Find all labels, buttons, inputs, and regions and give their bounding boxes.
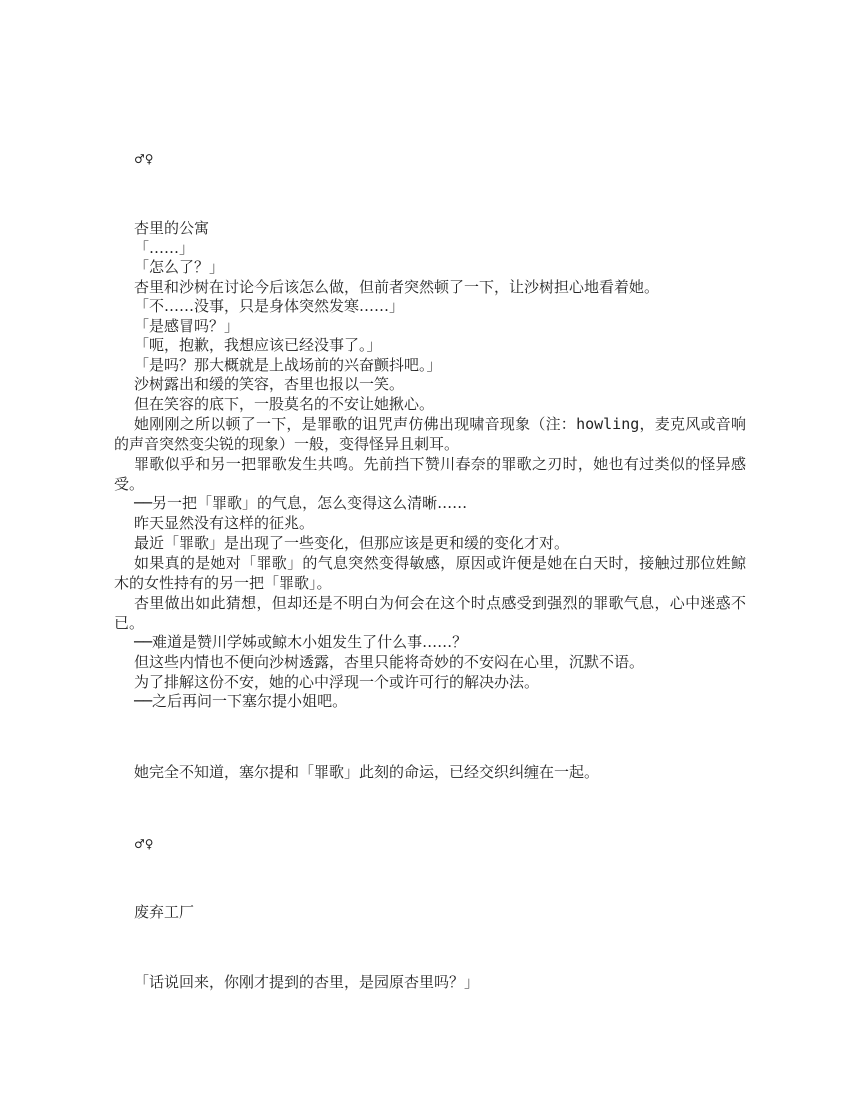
paragraph-text: 她刚刚之所以顿了一下，是罪歌的诅咒声仿佛出现啸音现象（注： [134, 415, 577, 433]
narration-paragraph: 如果真的是她对「罪歌」的气息突然变得敏感，原因或许便是她在白天时，接触过那位姓鲸木的女性持有的另一把「罪歌」。 [114, 554, 746, 592]
narration-line: 杏里和沙树在讨论今后该怎么做，但前者突然顿了一下，让沙树担心地看着她。 [134, 278, 660, 296]
scene-separator: ♂♀ [134, 837, 154, 851]
dialogue-line: 「是感冒吗？」 [134, 317, 240, 335]
narration-line: 昨天显然没有这样的征兆。 [134, 514, 315, 532]
dialogue-line: 「……」 [134, 239, 195, 257]
narration-line: 但这些内情也不便向沙树透露，杏里只能将奇妙的不安闷在心里，沉默不语。 [134, 653, 645, 671]
dialogue-line: 「怎么了？」 [134, 258, 225, 276]
narration-paragraph: 罪歌似乎和另一把罪歌发生共鸣。先前挡下赞川春奈的罪歌之刃时，她也有过类似的怪异感受。 [114, 455, 746, 493]
scene-separator: ♂♀ [134, 152, 154, 166]
narration-line: 最近「罪歌」是出现了一些变化，但那应该是更和缓的变化才对。 [134, 534, 570, 552]
narration-line: 但在笑容的底下，一股莫名的不安让她揪心。 [134, 395, 435, 413]
inner-thought-line: ──难道是赞川学姊或鲸木小姐发生了什么事……？ [134, 633, 468, 651]
inner-thought-line: ──另一把「罪歌」的气息，怎么变得这么清晰…… [134, 494, 468, 512]
dialogue-line: 「不……没事，只是身体突然发寒……」 [134, 297, 405, 315]
dialogue-line: 「呃，抱歉，我想应该已经没事了。」 [134, 336, 382, 354]
english-term: howling [576, 415, 640, 433]
narration-paragraph: 杏里做出如此猜想，但却还是不明白为何会在这个时点感受到强烈的罪歌气息，心中迷惑不已。 [114, 594, 746, 632]
paragraph-text: ，麦克风或音响的声音突然变尖锐的现象）一般，变得怪异且刺耳。 [114, 415, 746, 453]
narration-line: 为了排解这份不安，她的心中浮现一个或许可行的解决办法。 [134, 673, 540, 691]
scene-heading: 废弃工厂 [134, 903, 195, 921]
dialogue-line: 「话说回来，你刚才提到的杏里，是园原杏里吗？」 [134, 973, 480, 991]
dialogue-line: 「是吗？那大概就是上战场前的兴奋颤抖吧。」 [134, 356, 442, 374]
narration-line: 沙树露出和缓的笑容，杏里也报以一笑。 [134, 375, 405, 393]
closing-line: 她完全不知道，塞尔提和「罪歌」此刻的命运，已经交织纠缠在一起。 [134, 763, 600, 781]
scene-heading: 杏里的公寓 [134, 219, 210, 237]
inner-thought-line: ──之后再问一下塞尔提小姐吧。 [134, 692, 348, 710]
narration-paragraph [114, 414, 746, 454]
